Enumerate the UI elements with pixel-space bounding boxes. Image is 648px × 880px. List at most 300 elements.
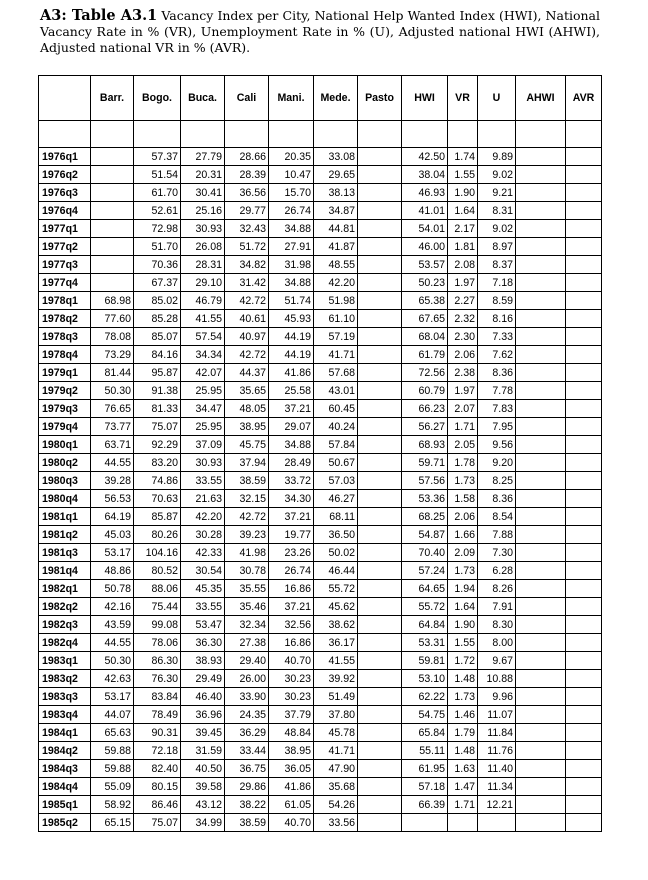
value-cell: [566, 328, 602, 346]
table-row: [39, 346, 602, 364]
value-cell: [448, 814, 478, 832]
table-row: [39, 184, 602, 202]
table-row: [39, 670, 602, 688]
value-cell: 61.95: [402, 760, 448, 778]
value-cell: 7.83: [478, 400, 516, 418]
value-cell: 72.18: [134, 742, 181, 760]
value-cell: 51.49: [314, 688, 358, 706]
spacer-cell: [39, 121, 91, 148]
value-cell: 51.54: [134, 166, 181, 184]
value-cell: 30.23: [269, 670, 314, 688]
spacer-cell: [134, 121, 181, 148]
value-cell: 53.31: [402, 634, 448, 652]
value-cell: 60.79: [402, 382, 448, 400]
value-cell: 29.07: [269, 418, 314, 436]
value-cell: [358, 760, 402, 778]
value-cell: [566, 580, 602, 598]
value-cell: [91, 202, 134, 220]
value-cell: 76.65: [91, 400, 134, 418]
value-cell: 40.24: [314, 418, 358, 436]
value-cell: 41.71: [314, 346, 358, 364]
value-cell: [566, 760, 602, 778]
value-cell: 30.41: [181, 184, 225, 202]
value-cell: [566, 310, 602, 328]
value-cell: 39.28: [91, 472, 134, 490]
column-header: Mani.: [269, 76, 314, 121]
value-cell: 85.02: [134, 292, 181, 310]
value-cell: 11.40: [478, 760, 516, 778]
spacer-cell: [448, 121, 478, 148]
table-row: [39, 148, 602, 166]
value-cell: 33.56: [314, 814, 358, 832]
value-cell: 30.23: [269, 688, 314, 706]
value-cell: 53.17: [91, 544, 134, 562]
table-row: [39, 562, 602, 580]
value-cell: 34.30: [269, 490, 314, 508]
value-cell: 1.46: [448, 706, 478, 724]
value-cell: [516, 634, 566, 652]
value-cell: 85.28: [134, 310, 181, 328]
value-cell: 54.87: [402, 526, 448, 544]
value-cell: [358, 166, 402, 184]
value-cell: 53.47: [181, 616, 225, 634]
value-cell: [516, 184, 566, 202]
value-cell: 9.56: [478, 436, 516, 454]
value-cell: 30.93: [181, 454, 225, 472]
value-cell: 1.74: [448, 148, 478, 166]
value-cell: 42.72: [225, 346, 269, 364]
table-label: A3: Table A3.1: [40, 7, 158, 24]
value-cell: [91, 166, 134, 184]
value-cell: 9.21: [478, 184, 516, 202]
value-cell: 1.58: [448, 490, 478, 508]
value-cell: 55.72: [314, 580, 358, 598]
table-row: [39, 472, 602, 490]
value-cell: 8.25: [478, 472, 516, 490]
value-cell: 67.37: [134, 274, 181, 292]
value-cell: [516, 328, 566, 346]
value-cell: 35.46: [225, 598, 269, 616]
period-cell: 1978q3: [39, 328, 91, 346]
value-cell: 57.54: [181, 328, 225, 346]
value-cell: 80.26: [134, 526, 181, 544]
value-cell: 81.44: [91, 364, 134, 382]
value-cell: [566, 688, 602, 706]
table-row: [39, 742, 602, 760]
period-cell: 1984q4: [39, 778, 91, 796]
value-cell: 35.65: [225, 382, 269, 400]
value-cell: 68.04: [402, 328, 448, 346]
value-cell: [516, 346, 566, 364]
period-cell: 1979q2: [39, 382, 91, 400]
value-cell: [358, 508, 402, 526]
value-cell: 45.78: [314, 724, 358, 742]
value-cell: 64.65: [402, 580, 448, 598]
value-cell: 44.81: [314, 220, 358, 238]
value-cell: 2.09: [448, 544, 478, 562]
value-cell: 52.61: [134, 202, 181, 220]
value-cell: 85.87: [134, 508, 181, 526]
value-cell: 68.11: [314, 508, 358, 526]
period-cell: 1976q1: [39, 148, 91, 166]
value-cell: 1.81: [448, 238, 478, 256]
value-cell: 46.27: [314, 490, 358, 508]
column-header: Bogo.: [134, 76, 181, 121]
vacancy-index-table: [38, 75, 602, 832]
value-cell: 1.90: [448, 616, 478, 634]
value-cell: [516, 256, 566, 274]
spacer-cell: [402, 121, 448, 148]
value-cell: 1.48: [448, 670, 478, 688]
value-cell: 41.01: [402, 202, 448, 220]
value-cell: 92.29: [134, 436, 181, 454]
value-cell: [358, 634, 402, 652]
value-cell: 39.23: [225, 526, 269, 544]
period-cell: 1982q3: [39, 616, 91, 634]
spacer-cell: [269, 121, 314, 148]
value-cell: 75.07: [134, 418, 181, 436]
value-cell: 42.07: [181, 364, 225, 382]
value-cell: 74.86: [134, 472, 181, 490]
value-cell: [566, 562, 602, 580]
value-cell: 50.67: [314, 454, 358, 472]
table-row: [39, 364, 602, 382]
spacer-cell: [566, 121, 602, 148]
value-cell: [358, 418, 402, 436]
value-cell: [516, 742, 566, 760]
value-cell: 1.63: [448, 760, 478, 778]
value-cell: [358, 310, 402, 328]
value-cell: [358, 742, 402, 760]
value-cell: 19.77: [269, 526, 314, 544]
period-cell: 1981q4: [39, 562, 91, 580]
value-cell: 2.32: [448, 310, 478, 328]
value-cell: [516, 364, 566, 382]
value-cell: 44.19: [269, 328, 314, 346]
period-cell: 1980q2: [39, 454, 91, 472]
value-cell: 8.54: [478, 508, 516, 526]
period-cell: 1979q3: [39, 400, 91, 418]
value-cell: [566, 148, 602, 166]
value-cell: [358, 670, 402, 688]
spacer-cell: [91, 121, 134, 148]
value-cell: 34.88: [269, 274, 314, 292]
value-cell: [566, 436, 602, 454]
value-cell: 25.95: [181, 382, 225, 400]
value-cell: 39.58: [181, 778, 225, 796]
value-cell: 80.52: [134, 562, 181, 580]
value-cell: 10.47: [269, 166, 314, 184]
value-cell: 8.00: [478, 634, 516, 652]
value-cell: 2.06: [448, 346, 478, 364]
value-cell: [516, 472, 566, 490]
value-cell: 30.54: [181, 562, 225, 580]
value-cell: 40.70: [269, 814, 314, 832]
value-cell: 53.36: [402, 490, 448, 508]
value-cell: 30.93: [181, 220, 225, 238]
value-cell: 86.46: [134, 796, 181, 814]
value-cell: 84.16: [134, 346, 181, 364]
period-cell: 1981q2: [39, 526, 91, 544]
period-cell: 1978q1: [39, 292, 91, 310]
value-cell: [566, 598, 602, 616]
period-cell: 1982q2: [39, 598, 91, 616]
value-cell: 62.22: [402, 688, 448, 706]
value-cell: 50.78: [91, 580, 134, 598]
value-cell: 45.03: [91, 526, 134, 544]
value-cell: 55.11: [402, 742, 448, 760]
value-cell: 83.84: [134, 688, 181, 706]
value-cell: [566, 418, 602, 436]
value-cell: 61.70: [134, 184, 181, 202]
value-cell: 99.08: [134, 616, 181, 634]
value-cell: 23.26: [269, 544, 314, 562]
table-row: [39, 796, 602, 814]
value-cell: 1.97: [448, 382, 478, 400]
value-cell: 65.63: [91, 724, 134, 742]
value-cell: 48.55: [314, 256, 358, 274]
value-cell: [516, 490, 566, 508]
value-cell: [516, 436, 566, 454]
value-cell: 36.56: [225, 184, 269, 202]
value-cell: 28.31: [181, 256, 225, 274]
period-cell: 1977q1: [39, 220, 91, 238]
column-header: Mede.: [314, 76, 358, 121]
period-cell: 1977q2: [39, 238, 91, 256]
value-cell: 38.95: [225, 418, 269, 436]
value-cell: 48.84: [269, 724, 314, 742]
value-cell: [566, 742, 602, 760]
table-row: [39, 328, 602, 346]
value-cell: 61.10: [314, 310, 358, 328]
value-cell: 8.37: [478, 256, 516, 274]
value-cell: [516, 652, 566, 670]
value-cell: [358, 328, 402, 346]
value-cell: 29.10: [181, 274, 225, 292]
value-cell: [358, 580, 402, 598]
value-cell: 90.31: [134, 724, 181, 742]
value-cell: [358, 796, 402, 814]
value-cell: 36.50: [314, 526, 358, 544]
value-cell: 82.40: [134, 760, 181, 778]
value-cell: 72.56: [402, 364, 448, 382]
value-cell: 16.86: [269, 580, 314, 598]
value-cell: 46.44: [314, 562, 358, 580]
value-cell: 72.98: [134, 220, 181, 238]
value-cell: [566, 202, 602, 220]
value-cell: 38.59: [225, 814, 269, 832]
value-cell: 78.49: [134, 706, 181, 724]
value-cell: [358, 724, 402, 742]
value-cell: 33.08: [314, 148, 358, 166]
value-cell: 36.75: [225, 760, 269, 778]
value-cell: 85.07: [134, 328, 181, 346]
value-cell: 95.87: [134, 364, 181, 382]
value-cell: [358, 598, 402, 616]
value-cell: 42.72: [225, 292, 269, 310]
value-cell: 2.27: [448, 292, 478, 310]
value-cell: 45.62: [314, 598, 358, 616]
value-cell: [358, 364, 402, 382]
value-cell: 28.39: [225, 166, 269, 184]
period-cell: 1982q1: [39, 580, 91, 598]
value-cell: 91.38: [134, 382, 181, 400]
value-cell: 38.62: [314, 616, 358, 634]
value-cell: 37.21: [269, 508, 314, 526]
value-cell: 46.00: [402, 238, 448, 256]
value-cell: [566, 274, 602, 292]
value-cell: 37.79: [269, 706, 314, 724]
value-cell: 59.71: [402, 454, 448, 472]
value-cell: [516, 706, 566, 724]
value-cell: 68.25: [402, 508, 448, 526]
period-cell: 1984q2: [39, 742, 91, 760]
value-cell: 41.55: [181, 310, 225, 328]
value-cell: [358, 472, 402, 490]
value-cell: [516, 292, 566, 310]
column-header: Buca.: [181, 76, 225, 121]
value-cell: [91, 220, 134, 238]
value-cell: 47.90: [314, 760, 358, 778]
period-cell: 1978q4: [39, 346, 91, 364]
value-cell: 42.63: [91, 670, 134, 688]
period-cell: 1981q1: [39, 508, 91, 526]
table-row: [39, 256, 602, 274]
value-cell: 27.91: [269, 238, 314, 256]
value-cell: [566, 724, 602, 742]
value-cell: 38.04: [402, 166, 448, 184]
column-header: AHWI: [516, 76, 566, 121]
value-cell: 7.33: [478, 328, 516, 346]
value-cell: 7.30: [478, 544, 516, 562]
value-cell: 30.78: [225, 562, 269, 580]
spacer-cell: [314, 121, 358, 148]
value-cell: [516, 724, 566, 742]
value-cell: 20.31: [181, 166, 225, 184]
value-cell: 9.20: [478, 454, 516, 472]
value-cell: [566, 220, 602, 238]
value-cell: 36.96: [181, 706, 225, 724]
value-cell: 50.30: [91, 652, 134, 670]
value-cell: [358, 346, 402, 364]
value-cell: [358, 814, 402, 832]
value-cell: [516, 274, 566, 292]
value-cell: 1.64: [448, 202, 478, 220]
value-cell: [516, 760, 566, 778]
period-cell: 1977q3: [39, 256, 91, 274]
period-cell: 1985q2: [39, 814, 91, 832]
value-cell: [516, 778, 566, 796]
value-cell: 45.35: [181, 580, 225, 598]
table-row: [39, 508, 602, 526]
spacer-cell: [181, 121, 225, 148]
period-cell: 1983q2: [39, 670, 91, 688]
value-cell: 2.08: [448, 256, 478, 274]
value-cell: [566, 778, 602, 796]
value-cell: 38.13: [314, 184, 358, 202]
value-cell: [516, 310, 566, 328]
value-cell: 37.80: [314, 706, 358, 724]
value-cell: 42.20: [181, 508, 225, 526]
value-cell: 21.63: [181, 490, 225, 508]
value-cell: 78.06: [134, 634, 181, 652]
value-cell: 63.71: [91, 436, 134, 454]
value-cell: 53.10: [402, 670, 448, 688]
value-cell: 44.55: [91, 454, 134, 472]
value-cell: 1.90: [448, 184, 478, 202]
value-cell: 20.35: [269, 148, 314, 166]
value-cell: 50.02: [314, 544, 358, 562]
table-row: [39, 688, 602, 706]
value-cell: 35.55: [225, 580, 269, 598]
value-cell: 43.12: [181, 796, 225, 814]
value-cell: [91, 256, 134, 274]
value-cell: [91, 148, 134, 166]
table-row: [39, 814, 602, 832]
value-cell: 81.33: [134, 400, 181, 418]
value-cell: 73.29: [91, 346, 134, 364]
value-cell: 83.20: [134, 454, 181, 472]
value-cell: 37.21: [269, 400, 314, 418]
value-cell: 41.86: [269, 778, 314, 796]
value-cell: 38.95: [269, 742, 314, 760]
value-cell: [358, 202, 402, 220]
column-header: U: [478, 76, 516, 121]
value-cell: 50.30: [91, 382, 134, 400]
value-cell: [516, 814, 566, 832]
table-row: [39, 202, 602, 220]
value-cell: [358, 778, 402, 796]
table-row: [39, 634, 602, 652]
spacer-cell: [478, 121, 516, 148]
value-cell: 7.88: [478, 526, 516, 544]
value-cell: 2.30: [448, 328, 478, 346]
value-cell: 26.00: [225, 670, 269, 688]
value-cell: 65.15: [91, 814, 134, 832]
value-cell: 29.65: [314, 166, 358, 184]
value-cell: 48.05: [225, 400, 269, 418]
value-cell: 45.75: [225, 436, 269, 454]
value-cell: 1.48: [448, 742, 478, 760]
value-cell: 57.37: [134, 148, 181, 166]
value-cell: [358, 544, 402, 562]
value-cell: 50.23: [402, 274, 448, 292]
value-cell: 11.34: [478, 778, 516, 796]
value-cell: 11.76: [478, 742, 516, 760]
value-cell: 51.74: [269, 292, 314, 310]
value-cell: 61.05: [269, 796, 314, 814]
value-cell: 36.29: [225, 724, 269, 742]
value-cell: 9.02: [478, 166, 516, 184]
value-cell: 44.07: [91, 706, 134, 724]
value-cell: 1.94: [448, 580, 478, 598]
column-header: Cali: [225, 76, 269, 121]
value-cell: 77.60: [91, 310, 134, 328]
value-cell: [516, 598, 566, 616]
value-cell: 54.75: [402, 706, 448, 724]
value-cell: 57.24: [402, 562, 448, 580]
table-row: [39, 760, 602, 778]
value-cell: [516, 418, 566, 436]
value-cell: 1.71: [448, 418, 478, 436]
value-cell: [516, 508, 566, 526]
value-cell: 38.93: [181, 652, 225, 670]
period-cell: 1983q4: [39, 706, 91, 724]
table-row: [39, 274, 602, 292]
value-cell: 104.16: [134, 544, 181, 562]
value-cell: 86.30: [134, 652, 181, 670]
column-header: AVR: [566, 76, 602, 121]
